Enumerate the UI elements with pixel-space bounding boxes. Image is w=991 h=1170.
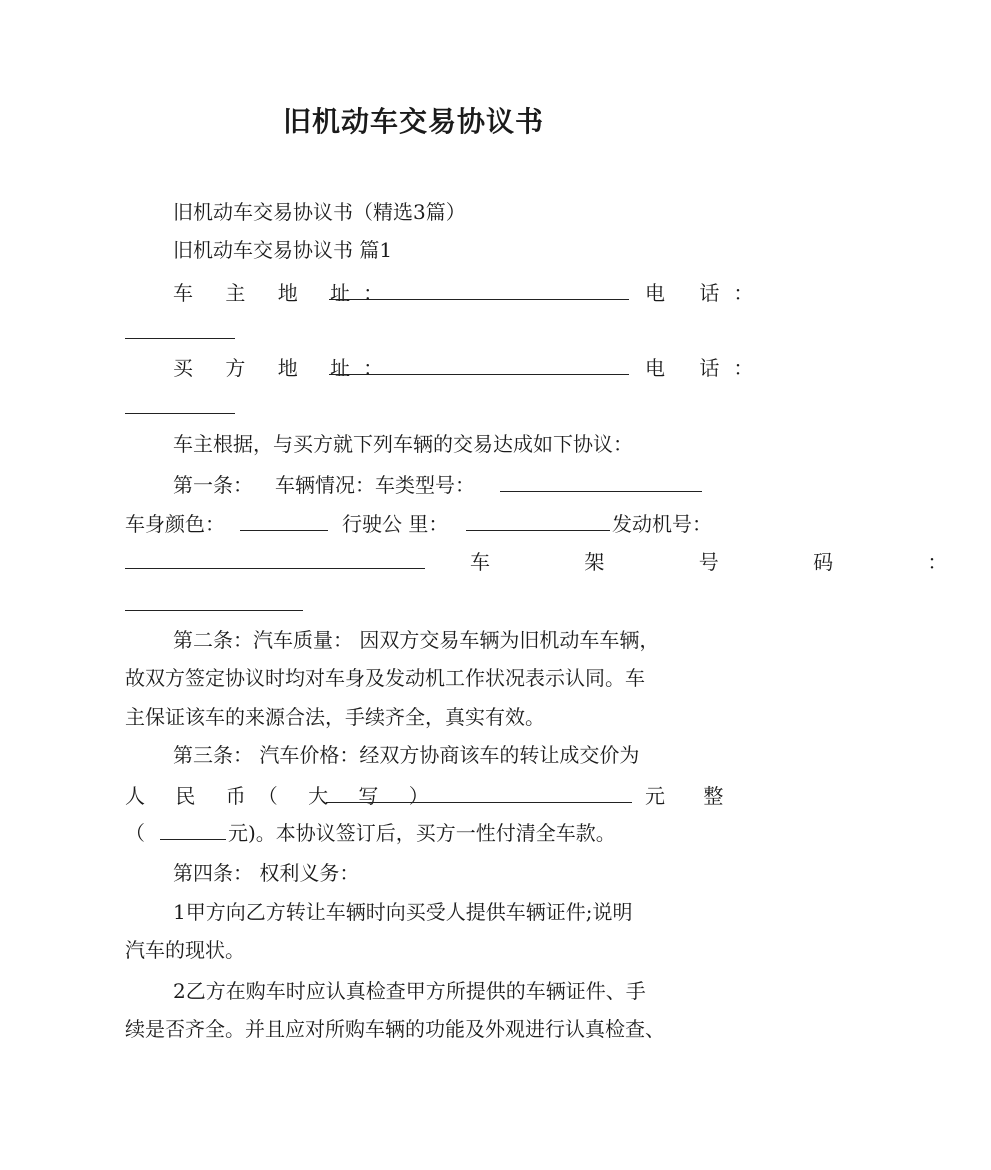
buyer-address-label: 买 方 地 址： bbox=[173, 356, 397, 380]
engine-number-field bbox=[125, 548, 425, 576]
article-3-line-3: 元)。本协议签订后，买方一性付清全车款。 bbox=[228, 821, 616, 845]
document-title: 旧机动车交易协议书 bbox=[282, 105, 544, 138]
price-uppercase-field bbox=[326, 782, 632, 810]
article-4-heading: 第四条： 权利义务： bbox=[173, 861, 360, 885]
owner-address-label: 车 主 地 址： bbox=[173, 281, 397, 305]
rmb-uppercase-label: 人 民 币（ 大 写 ） bbox=[125, 784, 441, 808]
subtitle: 旧机动车交易协议书（精选3篇） bbox=[173, 200, 466, 224]
part-heading: 旧机动车交易协议书 篇1 bbox=[173, 238, 393, 262]
intro-paragraph: 车主根据，与买方就下列车辆的交易达成如下协议： bbox=[173, 432, 633, 456]
mileage-label: 行驶公 里： bbox=[342, 512, 449, 536]
frame-number-field bbox=[125, 590, 303, 618]
article-2-line-1: 第二条：汽车质量： 因双方交易车辆为旧机动车车辆， bbox=[173, 628, 660, 652]
article-2-line-2: 故双方签定协议时均对车身及发动机工作状况表示认同。车 bbox=[125, 666, 645, 690]
article-1-text: 车辆情况：车类型号： bbox=[275, 473, 475, 497]
mileage-field bbox=[466, 510, 610, 538]
buyer-phone-label: 电 话： bbox=[645, 356, 768, 380]
body-color-field bbox=[240, 510, 328, 538]
article-3-line-1: 第三条： 汽车价格：经双方协商该车的转让成交价为 bbox=[173, 743, 640, 767]
owner-phone-field bbox=[125, 318, 235, 346]
owner-phone-label: 电 话： bbox=[645, 281, 768, 305]
item-1-line-2: 汽车的现状。 bbox=[125, 938, 245, 962]
article-1-label: 第一条： bbox=[173, 473, 253, 497]
item-2-line-1: 2乙方在购车时应认真检查甲方所提供的车辆证件、手 bbox=[173, 979, 646, 1003]
buyer-address-field bbox=[329, 354, 629, 382]
article-2-line-3: 主保证该车的来源合法，手续齐全，真实有效。 bbox=[125, 705, 545, 729]
price-number-field bbox=[160, 819, 226, 847]
frame-number-label: 车 架 号 码 ： bbox=[470, 550, 991, 574]
item-2-line-2: 续是否齐全。并且应对所购车辆的功能及外观进行认真检查、 bbox=[125, 1017, 665, 1041]
owner-address-field bbox=[329, 279, 629, 307]
yuan-zheng-label: 元 整 bbox=[645, 784, 740, 808]
item-1-line-1: 1甲方向乙方转让车辆时向买受人提供车辆证件;说明 bbox=[173, 900, 633, 924]
buyer-phone-field bbox=[125, 393, 235, 421]
engine-number-label: 发动机号： bbox=[612, 512, 712, 536]
body-color-label: 车身颜色： bbox=[125, 512, 225, 536]
price-paren-open: （ bbox=[125, 821, 145, 845]
vehicle-model-field bbox=[500, 471, 702, 499]
